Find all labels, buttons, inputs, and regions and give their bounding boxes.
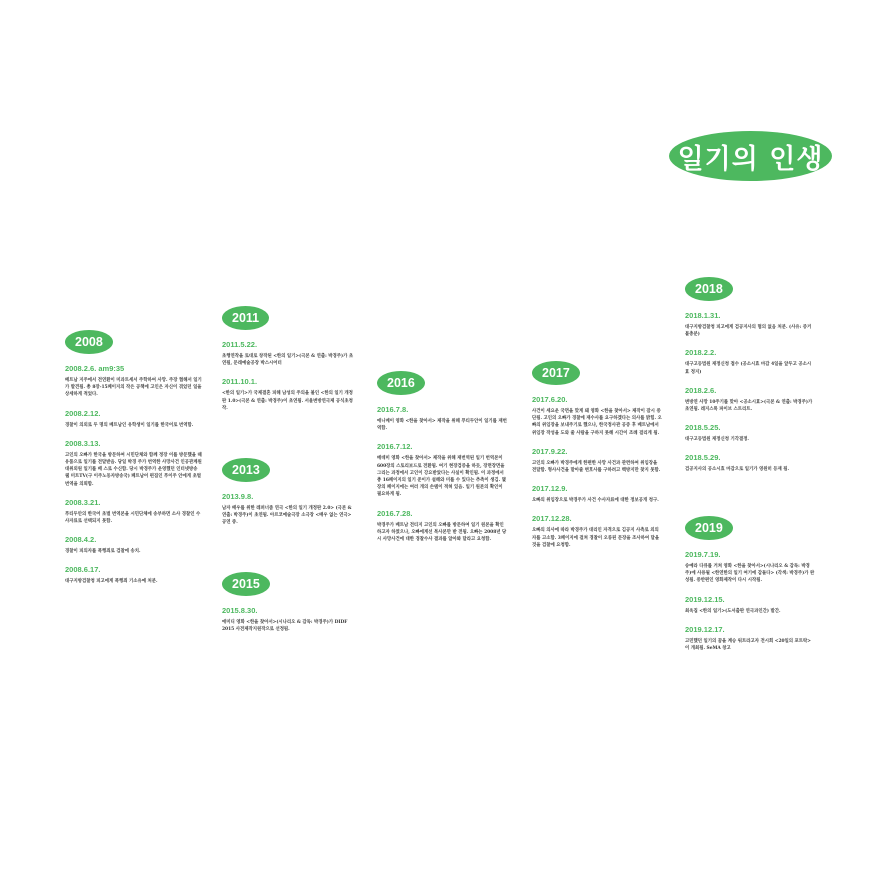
entry-date: 2017.12.9. xyxy=(532,484,568,494)
year-badge: 2018 xyxy=(685,277,733,301)
year-badge: 2013 xyxy=(222,458,270,482)
entry-date: 2013.9.8. xyxy=(222,492,254,501)
entry-date: 2008.2.6. am9:35 xyxy=(65,364,125,373)
entry-date: 2019.7.19. xyxy=(685,550,721,559)
entry-date: 2018.5.25. xyxy=(685,423,721,433)
entry-text: 송예라 다큐를 거쳐 영화 <한을 찾아서>(시나리오 & 감독: 박경주)에 사용될 <한연한의 일기 여기에 감돌다> (각색: 박경주)가 완성됨. 중반편인 영화제작이 다시 시작됨. xyxy=(685,564,815,584)
entry-text: 애미디 영화 <한을 찾아서>(시나리오 & 감독: 박경주)가 DIDF 2015 사전제작지원작으로 선정됨. xyxy=(222,620,348,633)
timeline-entry xyxy=(65,498,203,525)
timeline-entry xyxy=(377,509,507,544)
entry-date: 2017.6.20. xyxy=(532,395,568,404)
timeline-entry xyxy=(65,535,203,555)
timeline-entry xyxy=(685,311,815,338)
entry-date: 2008.3.21. xyxy=(65,497,101,507)
timeline-entry xyxy=(685,595,815,615)
timeline-entry xyxy=(65,439,203,488)
timeline-column-2017 xyxy=(532,361,662,559)
entry-date: 2008.4.2. xyxy=(65,535,97,545)
timeline-entry xyxy=(65,565,203,585)
entry-text: 남자 배우를 위한 레퍼너좀 연극 <한의 일기 개정판 2.0> (극본 & 연출: 박경주)이 초연됨. 아르코예술극장 소극장 <배우 없는 연극> 공연 중. xyxy=(222,506,352,526)
entry-date: 2011.10.1. xyxy=(222,377,258,387)
entry-date: 2018.1.31. xyxy=(685,311,721,320)
entry-text: 대구고등법원 재정신청 기각결정. xyxy=(685,437,749,443)
year-badge: 2015 xyxy=(222,572,270,596)
entry-date: 2018.5.29. xyxy=(685,453,721,463)
entry-date: 2008.3.13. xyxy=(65,438,101,448)
timeline-entry xyxy=(685,453,815,473)
year-badge: 2008 xyxy=(65,330,113,354)
entry-text: 애니메이 영화 <한을 찾아서> 제작을 위해 푸티두안이 일기를 재번역함. xyxy=(377,419,507,432)
entry-text: 초행연작을 토대로 창작된 <한의 일기>(극본 & 연출: 박경주)가 초연됨, 문래예술공장 박스시어터 xyxy=(222,354,354,367)
entry-date: 2017.9.22. xyxy=(532,446,568,456)
timeline-entry xyxy=(222,340,354,367)
timeline-entry xyxy=(685,625,815,652)
entry-text: 메데미 영화 <한을 찾아서> 제작을 위해 재번역된 일기 번역본이 600장의 스토리보드로 전환됨. 여기 현장검증을 하듯, 장면장면을 그리는 과정에서 고인이 강요받았다는 사실이 확인됨. 이 과정에서 총 16페이지의 일기 준이가 설해와 미를 수 있다는 추측이 생김. 몇 장의 페이지에는 여러 개의 손뎀이 적혀 있음. 일기 원본의 확인이 필요하게 됨. xyxy=(377,456,506,498)
entry-date: 2019.12.17. xyxy=(685,624,725,634)
entry-text: 사건이 세요운 국면을 맞게 돼 영화 <한을 찾아서> 제작이 잠시 중단됨. 고인의 오빠가 경찰에 재수사를 요구하겠다는 의사를 밝힘. 오빠의 위임장을 보내주기로 했으나, 한국정사관 공증 후 베트남에서 위임장 작성을 도와 줄 사람을 구하지 못해 시간이 조례 걸리게 됨. xyxy=(532,409,662,436)
entry-text: 고인의 오빠가 한국을 방문하여 시민단체와 함께 정장 이를 방문했을 때 유품으로 일기를 전달받음. 당일 박경 주가 번역한 사망사건 인공관계원대위외원 일기를 배 스로 수신함. 당시 박경주가 운영했던 인터넷방송 웹 미트TV(구 이주노동자방송국) 페트남어 편집인 푸이주 안에게 초벌 번역을 의뢰함. xyxy=(65,452,202,487)
entry-date: 2019.12.15. xyxy=(685,594,725,604)
year-badge: 2016 xyxy=(377,371,425,395)
entry-date: 2018.2.2. xyxy=(685,348,717,358)
entry-text: 고인의 오빠가 박경주에게 한편한 사망 사건과 관련하여 위임장을 전달함. 형사사건을 맡아줄 변호사를 구하려고 백방지만 찾지 못함. xyxy=(532,460,661,474)
entry-date: 2016.7.28. xyxy=(377,508,413,518)
entry-date: 2008.6.17. xyxy=(65,565,101,575)
entry-text: 푸티두안의 한국어 초벌 번역본을 시민단체에 송부하면 소사 경찰인 수사자료로 선택되지 못함. xyxy=(65,511,201,525)
timeline-column-2015 xyxy=(222,572,354,643)
entry-date: 2015.8.30. xyxy=(222,606,258,615)
entry-date: 2017.12.28. xyxy=(532,514,572,524)
timeline-entry xyxy=(377,405,507,432)
timeline-column-2018 xyxy=(685,277,815,484)
timeline-column-2016 xyxy=(377,371,507,553)
entry-text: 오빠의 의사에 따라 박경주가 대리인 자격으로 김공지 사측로 외의자를 고소함. 3페이지에 걸쳐 경찰이 오류된 문장을 조사하여 달을 것을 검찰에 요청함. xyxy=(532,528,660,548)
timeline-entry xyxy=(532,395,662,437)
entry-text: 경찰이 피의자를 폭행죄로 검찰에 송치. xyxy=(65,549,141,555)
timeline-entry xyxy=(222,377,354,412)
timeline-entry xyxy=(222,492,354,527)
timeline-entry xyxy=(685,423,815,443)
page-title: 일기의 인생 xyxy=(669,131,832,181)
timeline-entry xyxy=(532,484,662,504)
entry-text: 베트남 지주에서 전연환이 미과트세서 주학하여 사망. 주장 협해서 일기가 발견됨. 총 8장-15페이지의 작은 공책에 고인은 자신이 겪었던 일을 상세하게 적었다. xyxy=(65,378,202,398)
entry-text: 대구지방검찰청 피고에게 검공지사의 혐의 없음 처분. (사유: 증거불충분) xyxy=(685,325,812,338)
timeline-entry xyxy=(65,409,203,429)
timeline-entry xyxy=(65,364,203,399)
timeline-entry xyxy=(532,447,662,474)
entry-date: 2016.7.8. xyxy=(377,405,409,414)
entry-text: 검공지사의 공소시효 마감으로 일기가 영원히 등재 됨. xyxy=(685,467,790,473)
entry-date: 2018.2.6. xyxy=(685,385,717,395)
entry-text: 최옥집 <한의 일기>(도서출판 연극과인간) 발간. xyxy=(685,608,781,614)
year-badge: 2011 xyxy=(222,306,269,330)
timeline-entry xyxy=(532,514,662,549)
timeline-entry xyxy=(685,550,815,585)
entry-text: 대구고등법원 재정신청 접수 (공소시효 마감 4일을 앞두고 공소시효 정지) xyxy=(685,362,812,375)
entry-text: <한의 일기>가 국제결혼 피해 남성의 주의을 볼인 <한의 일기 개정판 1.0>(극본 & 연출: 박경주)이 초연됨. 서울변방연극제 공식초청작. xyxy=(222,391,353,411)
timeline-entry xyxy=(685,348,815,375)
timeline-column-2013 xyxy=(222,458,354,537)
timeline-column-2008 xyxy=(65,330,203,596)
timeline-column-2011 xyxy=(222,306,354,422)
timeline-entry xyxy=(377,442,507,498)
timeline-column-2019 xyxy=(685,516,815,662)
timeline-entry xyxy=(222,606,354,633)
entry-date: 2016.7.12. xyxy=(377,442,413,452)
entry-text: 경찰이 의외로 두 명의 베트남인 유학생이 일기를 한국어로 번역함. xyxy=(65,422,194,428)
year-badge: 2019 xyxy=(685,516,733,540)
entry-text: 고민했던 일기의 꿈을 계승 워트라고자 전시회 <20일의 포트락>이 개최됨. SeMA 창고 xyxy=(685,638,811,652)
entry-text: 대구지방검찰청 피고에게 폭행죄 기소유예 처분. xyxy=(65,579,158,585)
entry-date: 2011.5.22. xyxy=(222,340,258,349)
entry-text: 박경주가 베트남 전티지 고인의 오빠를 방문하여 일기 원본을 확인하고자 하였으나, 오빠에게선 복사본만 받 전됨. 오빠는 2008년 당시 사망사건에 대한 경찰수사 결과를 알아봐 달라고 요청함. xyxy=(377,522,507,543)
entry-text: 변방연 사망 10주기를 맞아 <공소시효>(극본 & 연출: 박경주)가 초연됨. 레지스톡 파이브 스트리트. xyxy=(685,399,813,413)
year-badge: 2017 xyxy=(532,361,580,385)
timeline-entry xyxy=(685,386,815,413)
entry-date: 2008.2.12. xyxy=(65,408,101,418)
entry-text: 오빠의 위임장으로 박경주가 사건 수사자료에 대한 정보공개 청구. xyxy=(532,498,659,504)
